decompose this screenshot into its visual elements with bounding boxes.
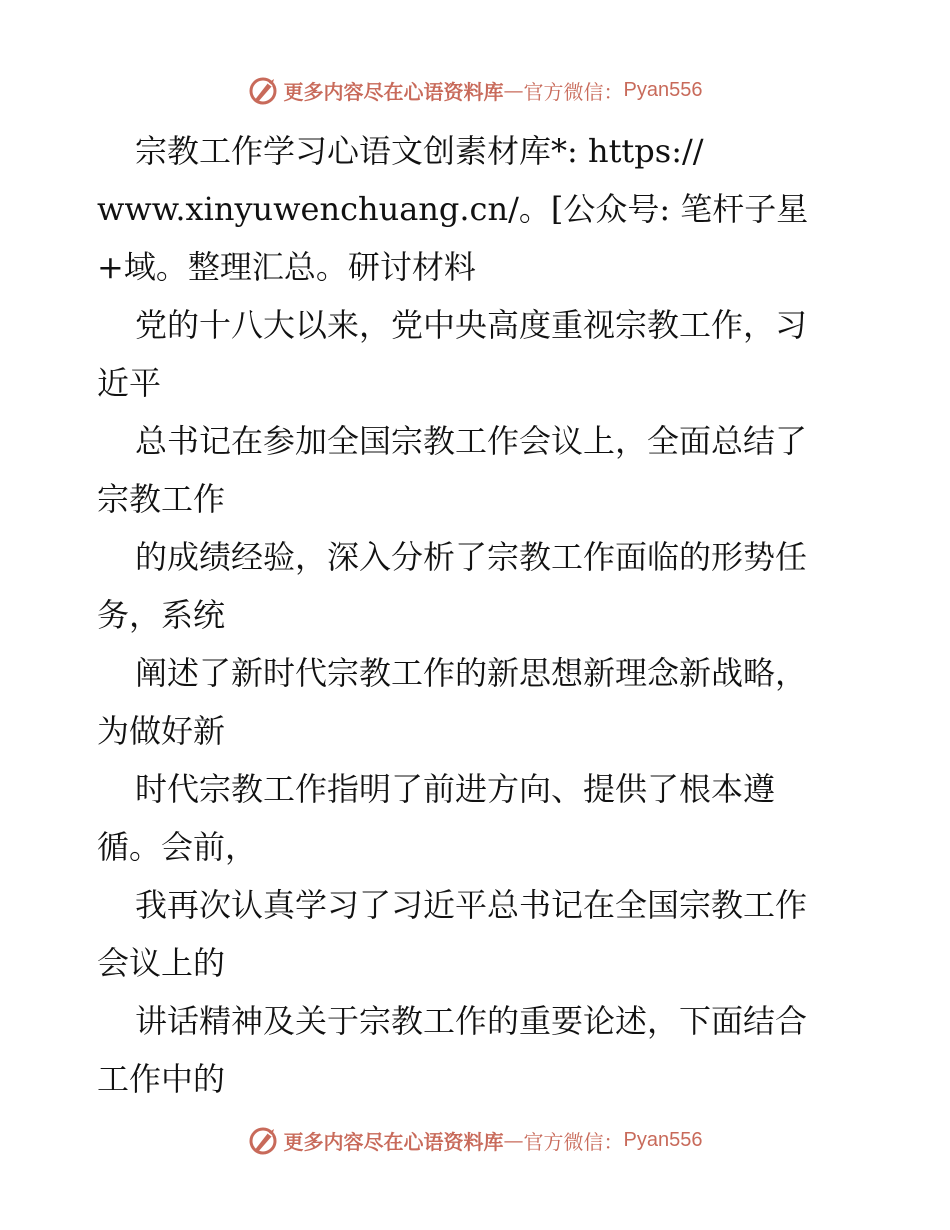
banner-wechat-label: 官方微信：	[523, 1129, 624, 1154]
document-body	[97, 122, 867, 1108]
text-line: 会议上的	[97, 944, 226, 982]
pen-logo-icon	[248, 1124, 280, 1156]
text-line: 务，系统	[97, 596, 226, 634]
banner-wechat-label: 官方微信：	[523, 79, 624, 104]
text-line: 阐述了新时代宗教工作的新思想新理念新战略，	[135, 654, 808, 692]
text-line: 时代宗教工作指明了前进方向、提供了根本遵	[135, 770, 776, 808]
header-banner	[0, 70, 950, 110]
banner-dash: —	[503, 1128, 524, 1152]
banner-title: 更多内容尽在心语资料库	[283, 79, 504, 104]
banner-dash: —	[503, 78, 524, 102]
text-line: 讲话精神及关于宗教工作的重要论述，下面结合	[135, 1002, 808, 1040]
text-line: +域。整理汇总。研讨材料	[97, 248, 476, 286]
text-line: 为做好新	[97, 712, 226, 750]
text-line: 宗教工作	[97, 480, 226, 518]
text-line: 我再次认真学习了习近平总书记在全国宗教工作	[135, 886, 808, 924]
text-line: 近平	[97, 364, 162, 402]
banner-title: 更多内容尽在心语资料库	[283, 1129, 504, 1154]
text-line: 工作中的	[97, 1060, 226, 1098]
text-line: 的成绩经验，深入分析了宗教工作面临的形势任	[135, 538, 808, 576]
text-line: 宗教工作学习心语文创素材库*: https://	[135, 132, 704, 170]
pen-logo-icon	[248, 74, 280, 106]
footer-banner	[0, 1120, 950, 1160]
text-line: 党的十八大以来，党中央高度重视宗教工作，习	[135, 306, 808, 344]
text-line: 总书记在参加全国宗教工作会议上，全面总结了	[135, 422, 808, 460]
text-line: 循。会前，	[97, 828, 258, 866]
text-line: www.xinyuwenchuang.cn/。[公众号: 笔杆子星	[97, 190, 809, 228]
banner-wechat-id: Pyan556	[623, 78, 703, 101]
banner-wechat-id: Pyan556	[623, 1128, 703, 1151]
